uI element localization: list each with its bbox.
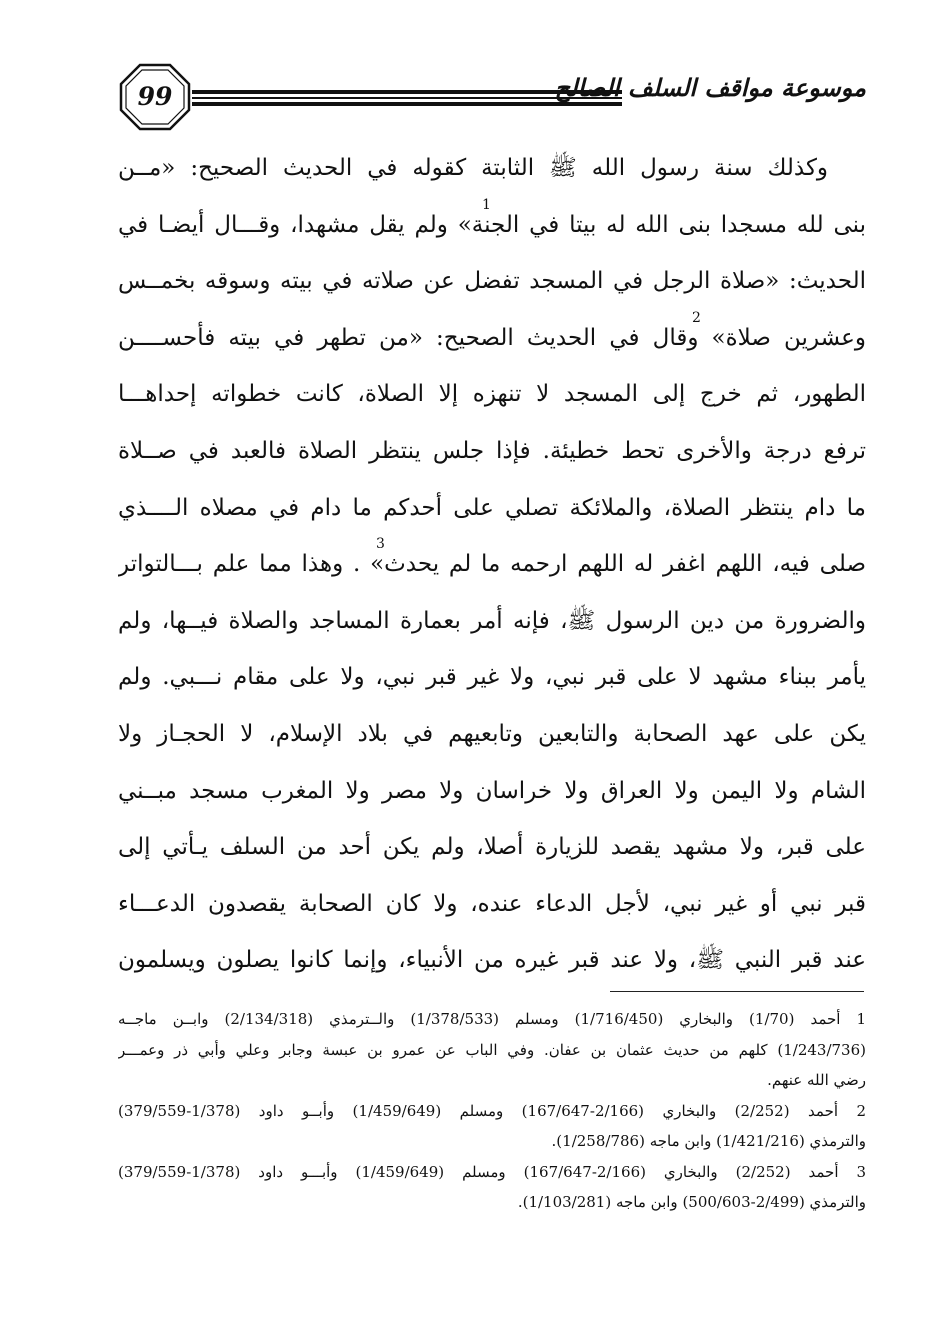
page-number: 99 bbox=[137, 82, 173, 111]
footnote-line: 3 أحمد (2/252) والبخاري (2/166-167/647) ومسلم (1/459/649) وأبـــو داود (1/378-379/559) bbox=[118, 1162, 866, 1181]
footnote-separator bbox=[610, 991, 864, 992]
text-line: يأمر ببناء مشهد لا على قبر نبي، ولا غير قبر نبي، ولا على مقام نـــبي. ولم bbox=[118, 664, 866, 691]
text-line: عند قبر النبي ﷺ، ولا عند قبر غيره من الأنبياء، وإنما كانوا يصلون ويسلمون bbox=[118, 947, 866, 974]
footnote-line: 1 أحمد (1/70) والبخاري (1/716/450) ومسلم (1/378/533) والــترمذي (2/134/318) وابــن ماجــه bbox=[118, 1010, 866, 1028]
text-line: قبر نبي أو غير نبي، لأجل الدعاء عنده، ولا كان الصحابة يقصدون الدعـــاء bbox=[118, 890, 866, 917]
header-rule bbox=[192, 102, 622, 106]
series-title: موسوعة مواقف السلف الصالح bbox=[554, 74, 866, 102]
text-line: الطهور، ثم خرج إلى المسجد لا تنهزه إلا الصلاة، كانت خطواته إحداهـــا bbox=[118, 381, 866, 408]
text-line: ترفع درجة والأخرى تحط خطيئة. فإذا جلس ينتظر الصلاة فالعبد في صــلاة bbox=[118, 437, 866, 464]
text-line: بنى لله مسجدا بنى الله له بيتا في الجنة» ولم يقل مشهدا، وقـــال أيضـا في bbox=[118, 211, 866, 238]
page-number-badge bbox=[118, 62, 192, 132]
main-text bbox=[118, 140, 866, 989]
text-line: والضرورة من دين الرسول ﷺ، فإنه أمر بعمارة المساجد والصلاة فيــها، ولم bbox=[118, 607, 866, 634]
document-page: 99 موسوعة مواقف السلف الصالح وكذلك سنة رسول الله ﷺ الثابتة كقوله في الحديث الصحيح: «مــن بنى لله مسجدا بنى الله له بيتا في الجنة» ولم يقل مشهدا، وقـــال أيضـا في الحديث: «صلاة الرجل في المسجد تفضل عن صلاته في بيته وسوقه بخمــس وعشرين صلاة» وقال في الحديث الصحيح: «من تطهر في بيته فأحســــن الطهور، ثم خرج إلى المسجد لا تنهزه إلا الصلاة، كانت خطواته إحداهـــا ترفع درجة والأخرى تحط خطيئة. فإذا جلس ينتظر الصلاة فالعبد في صــلاة ما دام ينتظر الصلاة، والملائكة تصلي على أحدكم ما دام في مصلاه الــــذي صلى فيه، اللهم اغفر له اللهم ارحمه ما لم يحدث» . وهذا مما علم بـــالتواتر والضرورة من دين الرسول ﷺ، فإنه أمر بعمارة المساجد والصلاة فيــها، ولم يأمر ببناء مشهد لا على قبر نبي، ولا غير قبر نبي، ولا على مقام نـــبي. ولم يكن على عهد الصحابة والتابعين وتابعيهم في بلاد الإسلام، لا الحجـاز ولا الشام ولا اليمن ولا العراق ولا خراسان ولا مصر ولا المغرب مسجد مبــني على قبر، ولا مشهد يقصد للزيارة أصلا، ولم يكن أحد من السلف يـأتي إلى قبر نبي أو غير نبي، لأجل الدعاء عنده، ولا كان الصحابة يقصدون الدعـــاء عند قبر النبي ﷺ، ولا عند قبر غيره من الأنبياء، وإنما كانوا يصلون ويسلمون 1 2 3 1 أحمد (1/70) والبخاري (1/716/450) ومسلم (1/378/533) والــترمذي (2/134/318) وابــن ماجــه (1/243/736) كلهم من حديث عثمان بن عفان. وفي الباب عن عمرو بن عبسة وجابر وعلي وأبي ذر وعمـــر رضي الله عنهم. 2 أحمد (2/252) والبخاري (2/166-167/647) ومسلم (1/459/649) وأبــو داود (1/378-379/559) والترمذي (1/421/216) وابن ماجه (1/258/786). 3 أحمد (2/252) والبخاري (2/166-167/647) ومسلم (1/459/649) وأبـــو داود (1/378-379/559) والترمذي (2/499-500/603) وابن ماجه (1/103/281). bbox=[0, 0, 935, 1343]
text-line: يكن على عهد الصحابة والتابعين وتابعيهم في بلاد الإسلام، لا الحجـاز ولا bbox=[118, 720, 866, 747]
footnotes bbox=[118, 1004, 866, 1218]
footnote-line: والترمذي (1/421/216) وابن ماجه (1/258/786). bbox=[551, 1132, 866, 1150]
text-line: وعشرين صلاة» وقال في الحديث الصحيح: «من تطهر في بيته فأحســــن bbox=[118, 324, 866, 351]
footnote-line: رضي الله عنهم. bbox=[767, 1071, 866, 1089]
text-line: ما دام ينتظر الصلاة، والملائكة تصلي على أحدكم ما دام في مصلاه الــــذي bbox=[118, 494, 866, 521]
text-line: صلى فيه، اللهم اغفر له اللهم ارحمه ما لم يحدث» . وهذا مما علم بـــالتواتر bbox=[118, 551, 866, 578]
footnote-line: (1/243/736) كلهم من حديث عثمان بن عفان. وفي الباب عن عمرو بن عبسة وجابر وعلي وأبي ذر وعمـــر bbox=[118, 1040, 866, 1059]
text-line: وكذلك سنة رسول الله ﷺ الثابتة كقوله في الحديث الصحيح: «مــن bbox=[118, 155, 828, 181]
text-line: على قبر، ولا مشهد يقصد للزيارة أصلا، ولم يكن أحد من السلف يـأتي إلى bbox=[118, 834, 866, 861]
text-line: الشام ولا اليمن ولا العراق ولا خراسان ولا مصر ولا المغرب مسجد مبــني bbox=[118, 777, 866, 804]
footnote-line: 2 أحمد (2/252) والبخاري (2/166-167/647) ومسلم (1/459/649) وأبــو داود (1/378-379/559) bbox=[118, 1101, 866, 1120]
page-header bbox=[118, 62, 866, 132]
footnote-line: والترمذي (2/499-500/603) وابن ماجه (1/103/281). bbox=[517, 1193, 866, 1211]
text-line: الحديث: «صلاة الرجل في المسجد تفضل عن صلاته في بيته وسوقه بخمــس bbox=[118, 268, 866, 295]
